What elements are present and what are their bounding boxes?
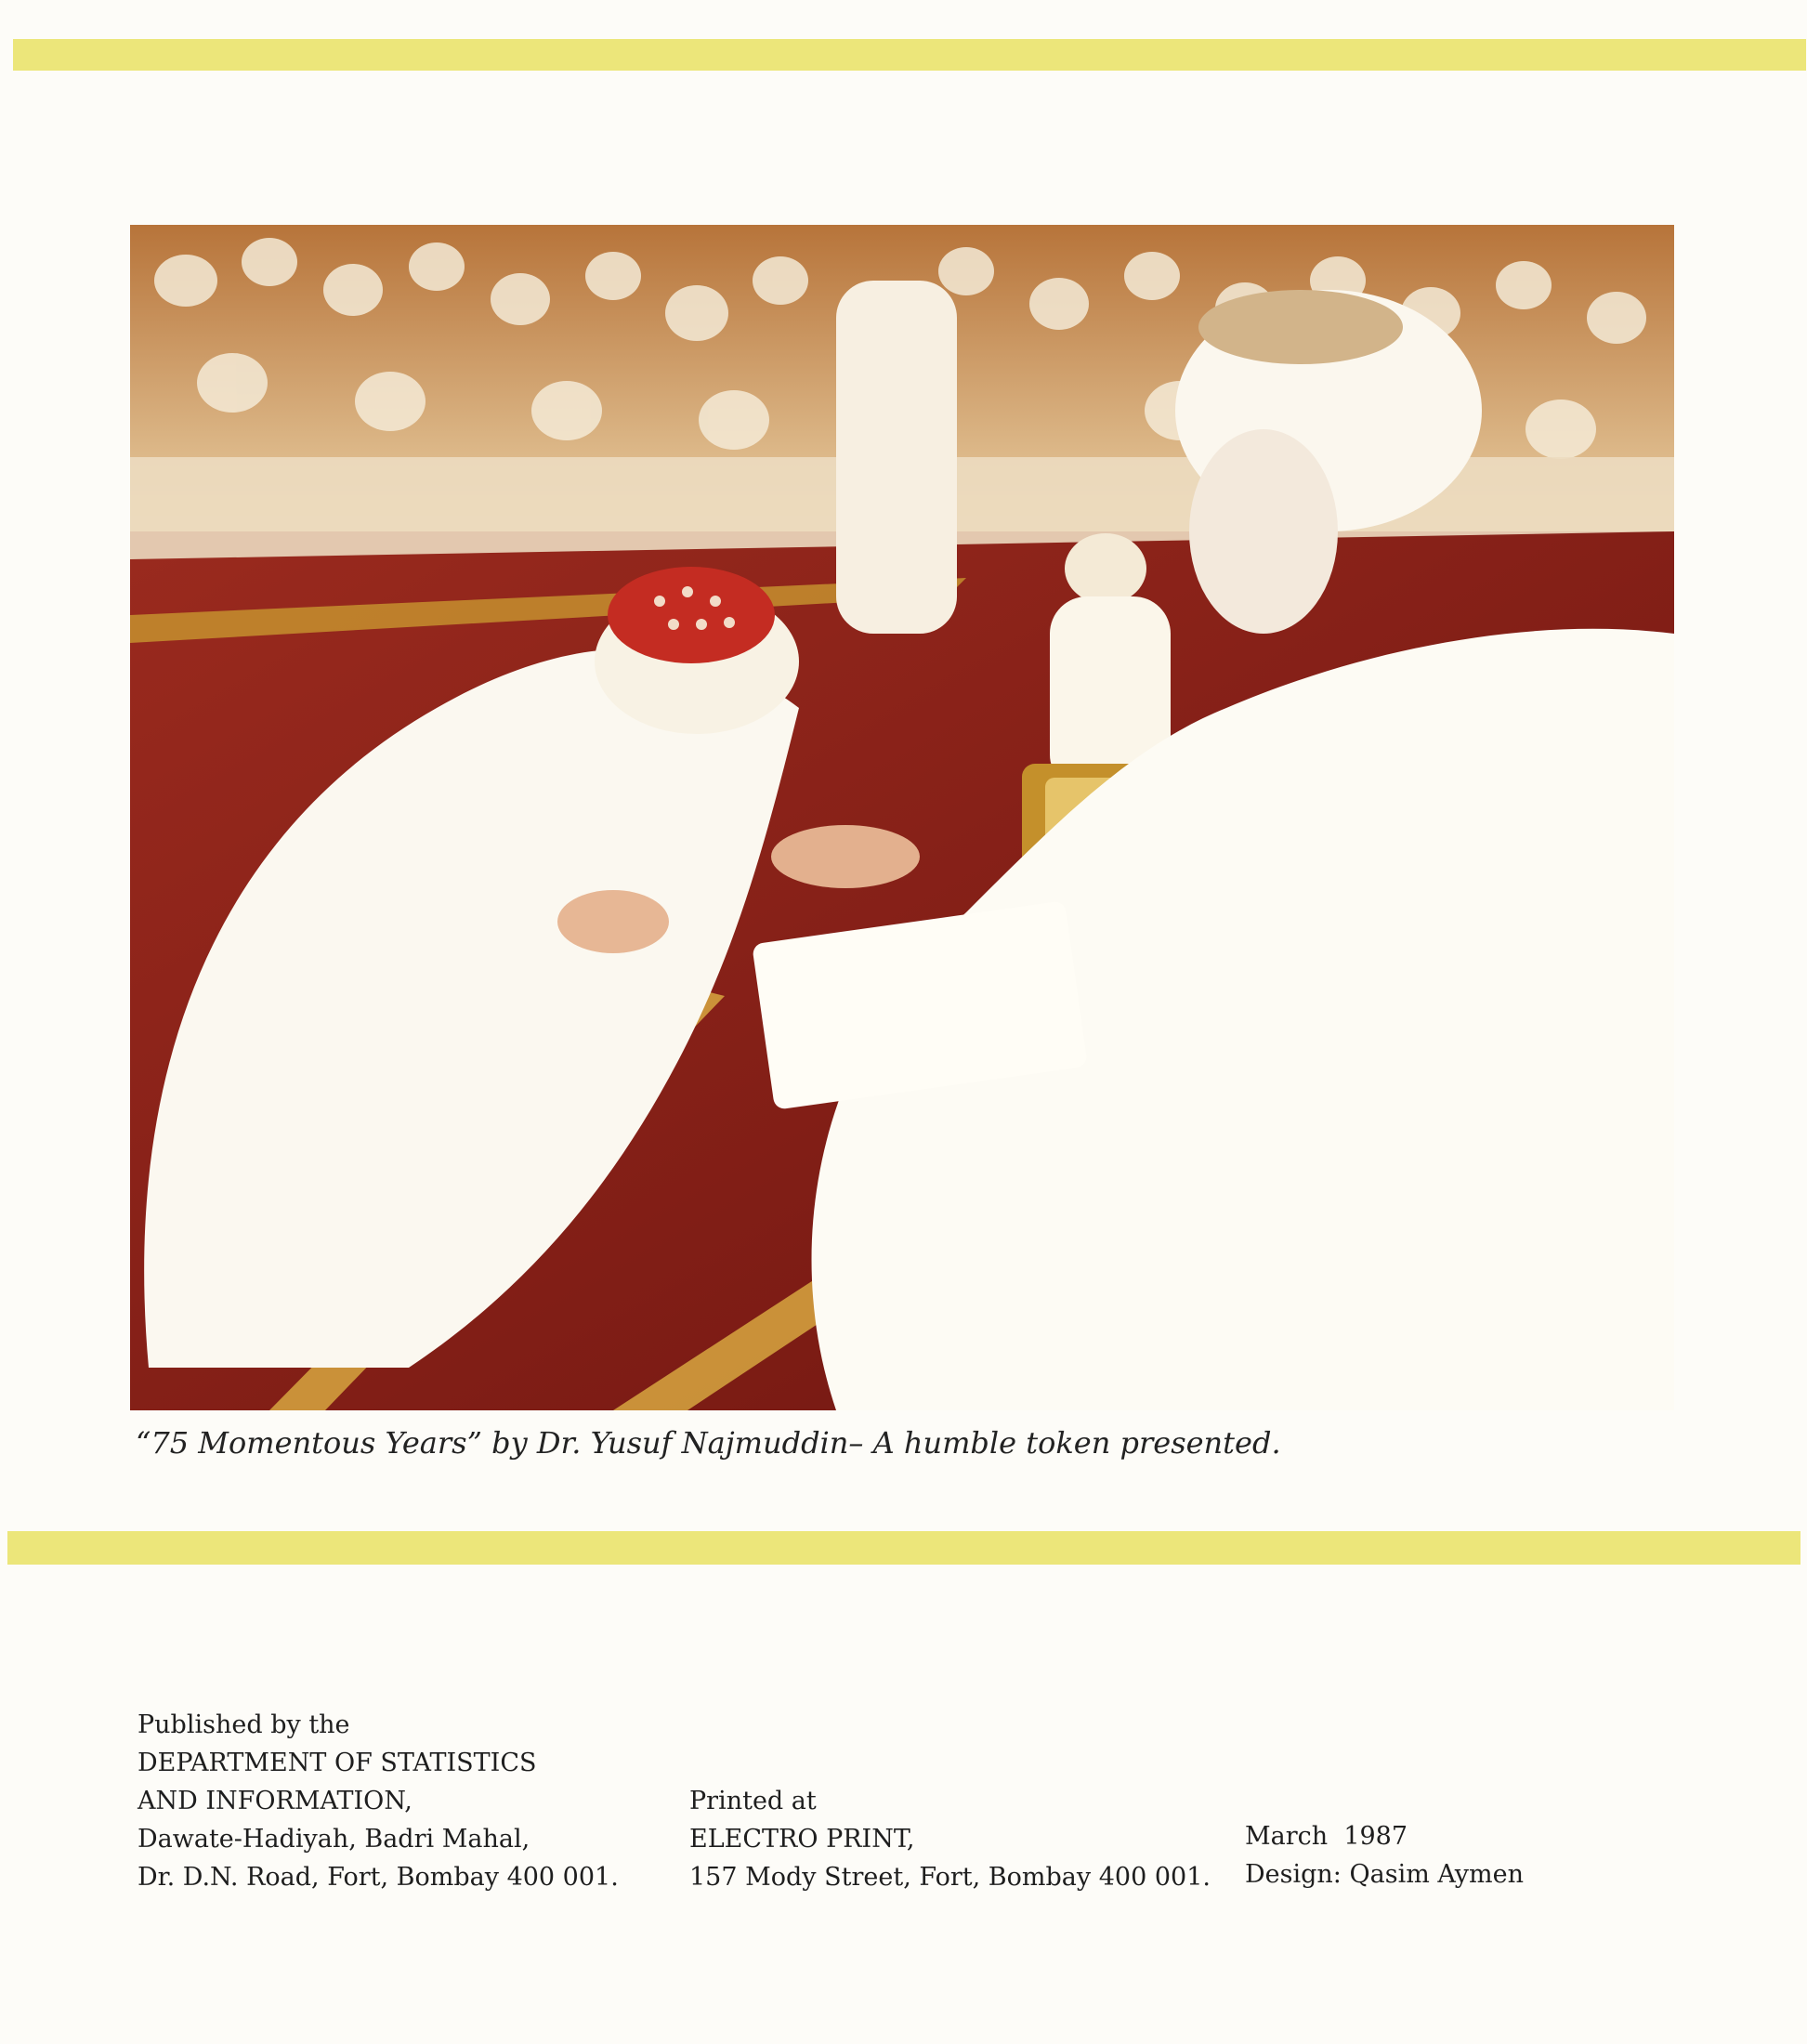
ceremony-photo (130, 225, 1674, 1410)
publisher-intro: Published by the (137, 1710, 350, 1739)
publisher-dept-line1: DEPARTMENT OF STATISTICS (137, 1749, 537, 1777)
printer-name: ELECTRO PRINT, (689, 1825, 915, 1854)
bottom-yellow-band (7, 1531, 1800, 1565)
design-credit (1245, 1855, 1524, 1893)
design-label: Design: (1245, 1860, 1342, 1889)
publisher-block (137, 1706, 619, 1896)
printer-address: 157 Mody Street, Fort, Bombay 400 001. (689, 1863, 1211, 1892)
credits-block (1245, 1817, 1524, 1893)
publisher-address2: Dr. D.N. Road, Fort, Bombay 400 001. (137, 1863, 619, 1892)
photo-caption: “75 Momentous Years” by Dr. Yusuf Najmuddin– A humble token presented. (136, 1425, 1281, 1461)
publisher-dept-line2: AND INFORMATION, (137, 1787, 412, 1815)
designer-name: Qasim Aymen (1349, 1860, 1525, 1889)
ceremony-photo-illustration (130, 225, 1674, 1410)
printer-intro: Printed at (689, 1787, 817, 1815)
top-yellow-band (13, 39, 1806, 71)
publication-date: March 1987 (1245, 1822, 1408, 1851)
printer-block (689, 1782, 1211, 1896)
publisher-address1: Dawate-Hadiyah, Badri Mahal, (137, 1825, 530, 1854)
